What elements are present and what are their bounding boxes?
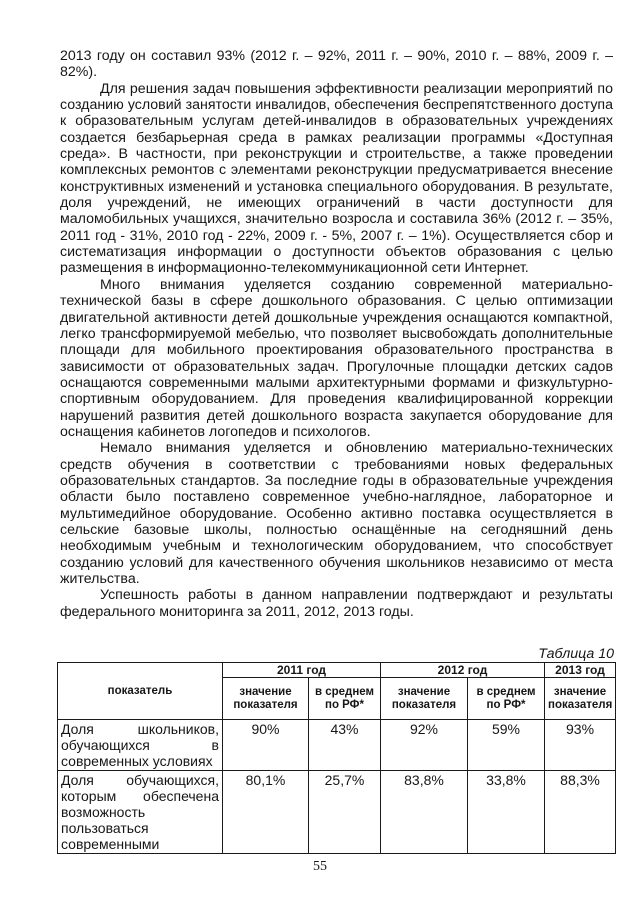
cell-2012-avg: 33,8%: [468, 771, 545, 854]
table-row: [58, 720, 616, 771]
paragraph-5: Успешность работы в данном направлении подтверждают и результаты федерального мониторинга за 2011, 2012, 2013 годы.: [60, 587, 613, 620]
cell-2013-value: 93%: [545, 720, 616, 771]
table-row: [58, 771, 616, 854]
cell-2013-value: 88,3%: [545, 771, 616, 854]
header-value-2012: значение показателя: [381, 678, 468, 720]
cell-2011-avg: 25,7%: [309, 771, 381, 854]
data-table: [57, 662, 616, 854]
cell-2011-value: 90%: [223, 720, 309, 771]
header-year-2013: 2013 год: [545, 663, 616, 678]
cell-2012-value: 83,8%: [381, 771, 468, 854]
cell-2012-avg: 59%: [468, 720, 545, 771]
row-indicator: Доля школьников, обучающихся в современных условиях: [58, 720, 223, 771]
row-indicator: Доля обучающихся, которым обеспечена возможность пользоваться современными: [58, 771, 223, 854]
paragraph-3: Много внимания уделяется созданию современной материально-технической базы в сфере дошкольного образования. С целью оптимизации двигательной активности детей дошкольные учреждения оснащаются компактной, легко трансформируемой мебелью, что позволяет высвобождать дополнительные площади для мобильного проектирования образовательного пространства в зависимости от образовательных задач. Прогулочные площадки детских садов оснащаются современными малыми архитектурными формами и физкультурно-спортивным оборудованием. Для проведения квалифицированной коррекции нарушений развития детей дошкольного возраста закупается оборудование для оснащения кабинетов логопедов и психологов.: [60, 276, 613, 440]
table-caption: Таблица 10: [538, 646, 614, 662]
cell-2011-value: 80,1%: [223, 771, 309, 854]
cell-2012-value: 92%: [381, 720, 468, 771]
header-value-2011: значение показателя: [223, 678, 309, 720]
header-year-2011: 2011 год: [223, 663, 381, 678]
table-header-row-years: [58, 663, 616, 678]
header-avg-2012: в среднем по РФ*: [468, 678, 545, 720]
header-indicator: показатель: [58, 663, 223, 720]
paragraph-1: 2013 году он составил 93% (2012 г. – 92%, 2011 г. – 90%, 2010 г. – 88%, 2009 г. – 82%).: [60, 48, 613, 81]
header-year-2012: 2012 год: [381, 663, 545, 678]
body-text: [60, 48, 613, 620]
header-value-2013: значение показателя: [545, 678, 616, 720]
header-avg-2011: в среднем по РФ*: [309, 678, 381, 720]
paragraph-4: Немало внимания уделяется и обновлению материально-технических средств обучения в соответствии с требованиями новых федеральных образовательных стандартов. За последние годы в образовательные учреждения области было поставлено современное учебно-наглядное, лабораторное и мультимедийное оборудование. Особенно активно поставка осуществляется в сельские базовые школы, полностью оснащённые на сегодняшний день необходимым учебным и технологическим оборудованием, что способствует созданию условий для качественного обучения школьников независимо от места жительства.: [60, 440, 613, 587]
cell-2011-avg: 43%: [309, 720, 381, 771]
paragraph-2: Для решения задач повышения эффективности реализации мероприятий по созданию условий занятости инвалидов, обеспечения беспрепятственного доступа к образовательным услугам детей-инвалидов в образовательных учреждениях создается безбарьерная среда в рамках реализации программы «Доступная среда». В частности, при реконструкции и строительстве, а также проведении комплексных ремонтов с элементами реконструкции предусматривается внесение конструктивных изменений и установка специального оборудования. В результате, доля учреждений, не имеющих ограничений в части доступности для маломобильных учащихся, значительно возросла и составила 36% (2012 г. – 35%, 2011 год - 31%, 2010 год - 22%, 2009 г. - 5%, 2007 г. – 1%). Осуществляется сбор и систематизация информации о доступности объектов образования с целью размещения в информационно-телекоммуникационной сети Интернет.: [60, 80, 613, 277]
page-number: 55: [313, 859, 327, 874]
